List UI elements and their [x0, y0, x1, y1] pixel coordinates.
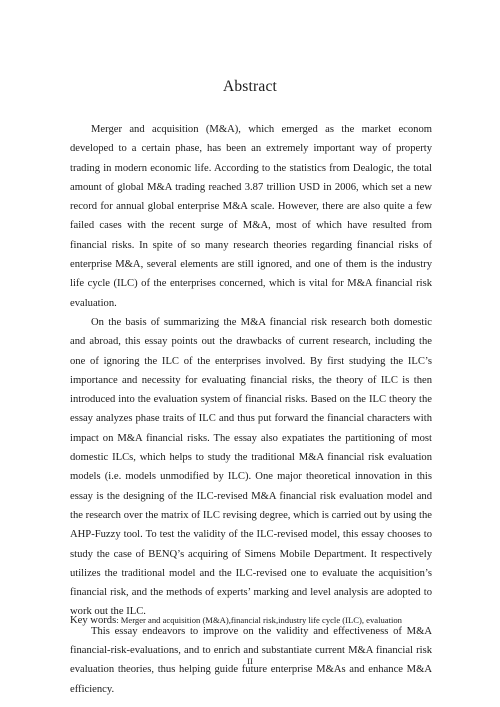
keywords-line: [70, 613, 432, 628]
abstract-paragraph-3: This essay endeavors to improve on the validity and effectiveness of M&A financial-risk-evaluations, and to enrich and substantiate current M&A financial risk evaluation theories, thus helping guide future enterprise M&As and enhance M&A efficiency.: [70, 625, 432, 695]
page-number: II: [247, 656, 253, 666]
abstract-paragraph-1: Merger and acquisition (M&A), which emerged as the market econom developed to a certain phase, has been an extremely important way of property trading in modern economic life. According to the statistics from Dealogic, the total amount of global M&A trading reached 3.87 trillion USD in 2006, which set a new record for annual global enterprise M&A scale. However, there are also quite a few failed cases with the recent surge of M&A, most of which have resulted from financial risks. In spite of so many research theories regarding financial risks of enterprise M&A, several elements are still ignored, and one of them is the industry life cycle (ILC) of the enterprises concerned, which is vital for M&A financial risk evaluation.: [70, 124, 432, 309]
abstract-title: Abstract: [222, 78, 278, 95]
keywords-value: : Merger and acquisition (M&A),financial risk,industry life cycle (ILC), evaluation: [116, 615, 402, 625]
keywords-label: Key words: [70, 615, 117, 626]
abstract-paragraph-2: On the basis of summarizing the M&A financial risk research both domestic and abroad, this essay points out the drawbacks of current research, including the one of ignoring the ILC of the enterprises involved. By first studying the ILC’s importance and necessity for evaluating financial risks, the theory of ILC is then introduced into the evaluation system of financial risks. Based on the ILC theory the essay analyzes phase traits of ILC and thus put forward the financial characters with impact on M&A financial risks. The essay also expatiates the partitioning of most domestic ILCs, which helps to study the traditional M&A financial risk evaluation models (i.e. models unmodified by ILC). One major theoretical innovation in this essay is the designing of the ILC-revised M&A financial risk evaluation model and the research over the matrix of ILC revising degree, which is carried out by using the AHP-Fuzzy tool. To test the validity of the ILC-revised model, this essay chooses to study the case of BENQ’s acquiring of Simens Mobile Department. It respectively utilizes the traditional model and the ILC-revised one to evaluate the acquisition’s financial risk, and the methods of experts’ marking and level analysis are adopted to work out the ILC.: [70, 316, 432, 618]
